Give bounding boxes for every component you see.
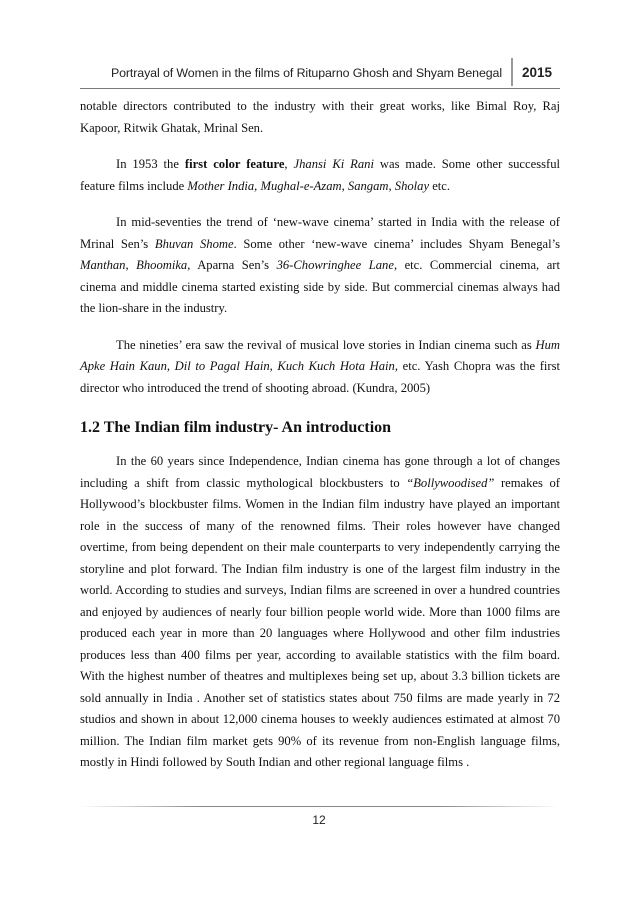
text-run: In mid-seventies the trend of ‘new-wave cinema’ started in India with the release of Mrinal Sen’s [80,215,560,251]
text-run: , etc. Commercial cinema, art cinema and middle cinema started existing side by side. But commercial cinemas always had the lion-share in the industry. [80,258,560,315]
text-run: , [284,157,294,171]
italic-film-titles: Mother India, Mughal-e-Azam, Sangam, Sholay [187,178,430,193]
text-run: In 1953 the [116,157,185,171]
page-header [80,58,560,88]
header-separator [511,58,513,86]
text-run: etc. [429,178,451,193]
italic-film-title: 36-Chowringhee Lane [276,258,394,272]
text-run: , [125,258,137,272]
italic-film-titles: Hum Apke Hain Kaun, Dil to Pagal Hain, Kuch Kuch Hota Hain, [80,337,560,373]
header-rule [80,88,560,89]
bold-text: first color feature [184,157,285,171]
footer-rule [80,806,560,807]
paragraph-industry-intro [80,451,560,774]
italic-film-title: Bhoomika [136,258,188,272]
text-run: The nineties’ era saw the revival of musical love stories in Indian cinema such as [116,337,536,352]
paragraph-color-feature [80,154,560,197]
italic-quoted-term: “Bollywoodised” [406,475,495,490]
page-body [80,96,560,774]
paragraph-new-wave [80,212,560,320]
italic-film-title: Manthan [80,258,126,272]
italic-film-title: Jhansi Ki Rani [293,157,374,171]
paragraph-nineties [80,335,560,400]
text-run: was made. Some other successful feature films include [80,157,560,193]
italic-film-title: Bhuvan Shome [154,236,234,251]
text-run: In the 60 years since Independence, Indian cinema has gone through a lot of changes including a shift from classic mythological blockbusters to [80,454,560,490]
header-title: Portrayal of Women in the films of Rituparno Ghosh and Shyam Benegal [110,66,502,80]
text-run: , Aparna Sen’s [187,258,277,272]
paragraph-directors: notable directors contributed to the industry with their great works, like Bimal Roy, Raj Kapoor, Ritwik Ghatak, Mrinal Sen. [80,99,560,135]
section-heading: 1.2 The Indian film industry- An introduction [80,419,392,436]
header-year: 2015 [521,65,552,80]
text-run: etc. Yash Chopra was the first director who introduced the trend of shooting abroad. (Kundra, 2005) [80,359,561,395]
text-run: remakes of Hollywood’s blockbuster films. Women in the Indian film industry have played an important role in the success of many of the renowned films. Their roles however have changed overtime, from being dependent on their male counterparts to very independently carrying the storyline and plot forward. The Indian film industry is one of the largest film industry in the world. According to studies and surveys, Indian films are screened in over a hundred countries and enjoyed by audiences of nearly four billion people world wide. More than 1000 films are produced each year in more than 20 languages where Hollywood and other film industries produces less than 400 films per year, according to available statistics with the film board. With the highest number of theatres and multiplexes being set up, about 3.3 billion tickets are sold annually in India . Another set of statistics states about 750 films are made yearly in 72 studios and shown in about 12,000 cinema houses to weekly audiences estimated at almost 70 million. The Indian film market gets 90% of its revenue from non-English language films, mostly in Hindi followed by South Indian and other regional language films . [80,475,560,769]
text-run: . Some other ‘new-wave cinema’ includes Shyam Benegal’s [233,236,560,251]
page-number: 12 [312,813,326,827]
